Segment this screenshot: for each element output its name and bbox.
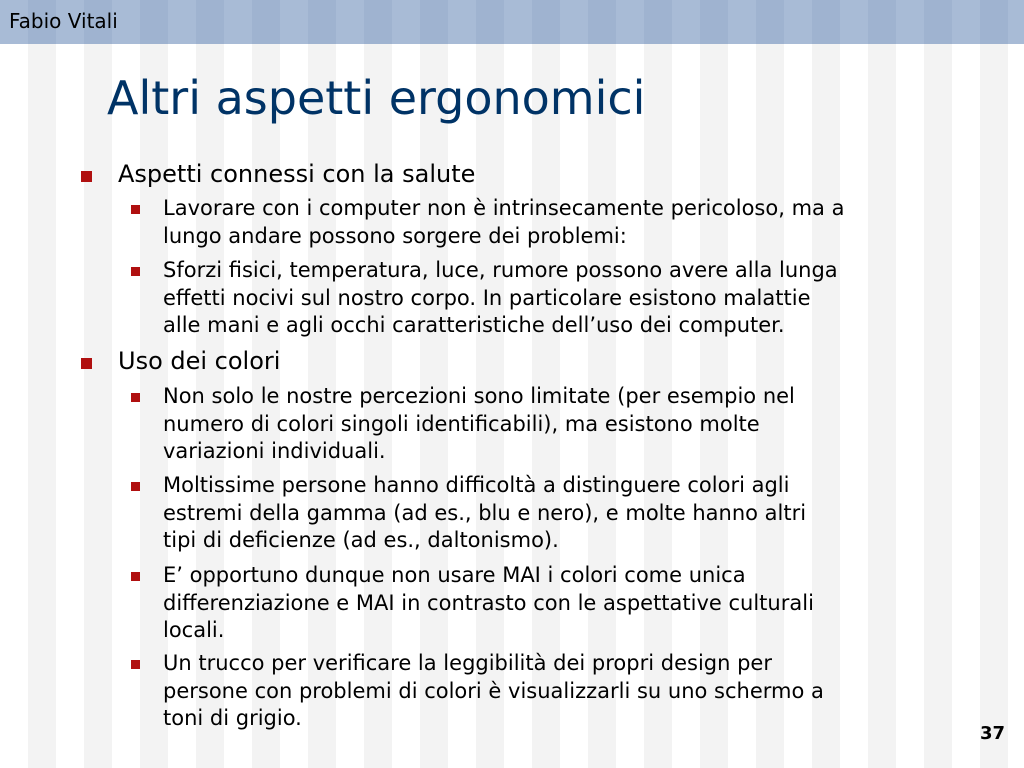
section-heading: Aspetti connessi con la salute — [118, 160, 476, 188]
square-bullet-icon — [81, 171, 92, 182]
square-bullet-icon — [131, 660, 140, 669]
bullet-line: toni di grigio. — [163, 706, 302, 730]
square-bullet-icon — [131, 205, 140, 214]
bullet-item — [163, 383, 1008, 466]
bullet-line: alle mani e agli occhi caratteristiche dell’uso dei computer. — [163, 313, 785, 337]
square-bullet-icon — [131, 267, 140, 276]
bullet-line: Lavorare con i computer non è intrinsecamente pericoloso, ma a — [163, 196, 845, 220]
square-bullet-icon — [131, 393, 140, 402]
bullet-line: variazioni individuali. — [163, 439, 386, 463]
bullet-line: estremi della gamma (ad es., blu e nero), e molte hanno altri — [163, 500, 807, 525]
bullet-item — [163, 472, 1008, 555]
bullet-line: Non solo le nostre percezioni sono limitate (per esempio nel — [163, 384, 795, 408]
bullet-item — [163, 562, 1008, 645]
bullet-line: lungo andare possono sorgere dei problemi: — [163, 223, 627, 248]
page-number: 37 — [979, 723, 1005, 744]
bullet-line: effetti nocivi sul nostro corpo. In particolare esistono malattie — [163, 285, 811, 310]
section-heading: Uso dei colori — [118, 347, 281, 375]
square-bullet-icon — [131, 572, 140, 581]
bullet-item — [163, 257, 1008, 340]
bullet-line: Moltissime persone hanno difficoltà a distinguere colori agli — [163, 473, 790, 497]
bullet-line: Sforzi fisici, temperatura, luce, rumore possono avere alla lunga — [163, 258, 838, 282]
bullet-line: locali. — [163, 618, 225, 642]
bullet-line: persone con problemi di colori è visualizzarli su uno schermo a — [163, 678, 824, 703]
bullet-line: numero di colori singoli identificabili), ma esistono molte — [163, 411, 760, 436]
bullet-line: Un trucco per verificare la leggibilità dei propri design per — [163, 651, 772, 675]
square-bullet-icon — [131, 482, 140, 491]
bullet-line: E’ opportuno dunque non usare MAI i colori come unica — [163, 563, 746, 587]
bullet-line: tipi di deficienze (ad es., daltonismo). — [163, 528, 559, 552]
bullet-item — [163, 650, 1008, 733]
bullet-line: differenziazione e MAI in contrasto con le aspettative culturali — [163, 590, 814, 615]
square-bullet-icon — [81, 358, 92, 369]
slide-title: Altri aspetti ergonomici — [107, 71, 646, 125]
author-name: Fabio Vitali — [9, 9, 118, 33]
bullet-item — [163, 195, 1008, 250]
